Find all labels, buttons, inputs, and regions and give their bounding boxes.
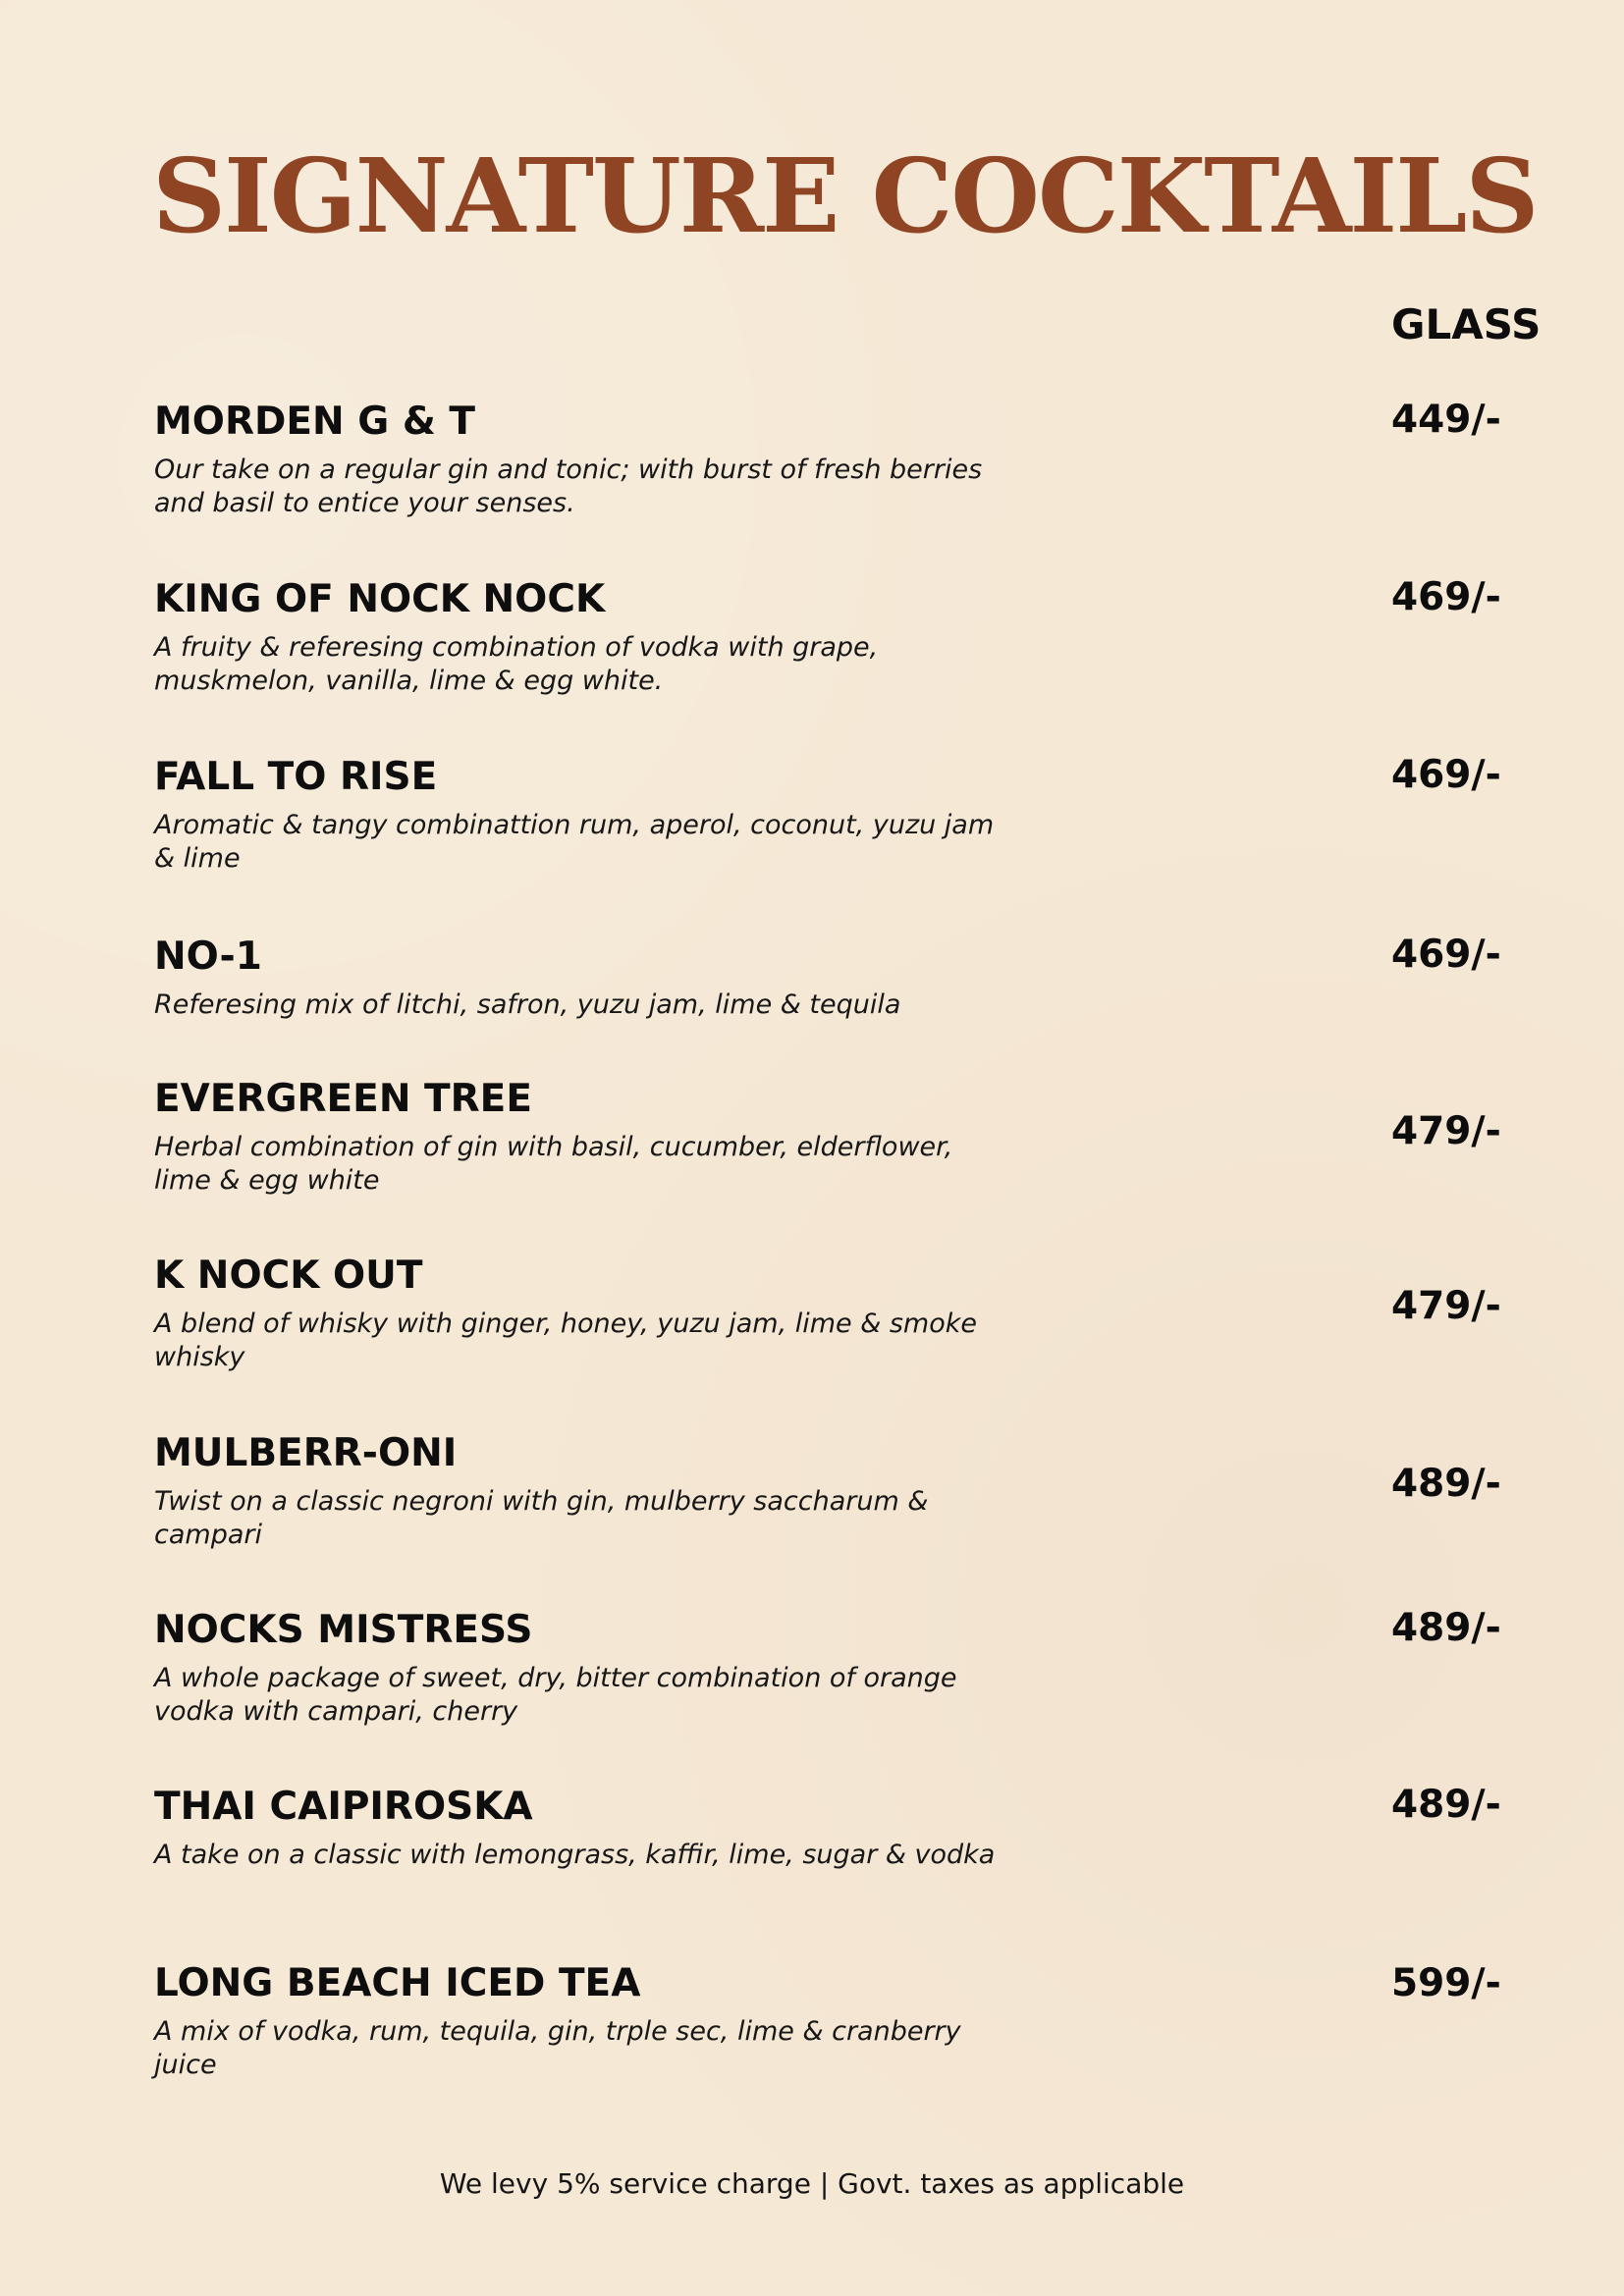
- item-name: K NOCK OUT: [154, 1254, 423, 1298]
- item-description: Herbal combination of gin with basil, cucumber, elderflower, lime & egg white: [154, 1132, 953, 1196]
- menu-item-long-beach-iced-tea: [154, 1961, 1431, 2082]
- menu-title: SIGNATURE COCKTAILS: [152, 135, 1538, 256]
- item-description: Aromatic & tangy combinattion rum, aperol, coconut, yuzu jam & lime: [154, 810, 995, 874]
- item-description: A fruity & referesing combination of vodka with grape, muskmelon, vanilla, lime & egg white.: [154, 632, 879, 696]
- item-description: A whole package of sweet, dry, bitter combination of orange vodka with campari, cherry: [154, 1663, 957, 1727]
- menu-item-k-nock-out: [154, 1256, 1431, 1374]
- item-name: EVERGREEN TREE: [154, 1077, 532, 1121]
- item-name: NO-1: [154, 934, 262, 979]
- menu-item-thai-caipiroska: [154, 1785, 1431, 1872]
- menu-item-evergreen-tree: [154, 1077, 1431, 1198]
- item-name: FALL TO RISE: [154, 755, 438, 799]
- item-price: 599/-: [1391, 1961, 1501, 2005]
- item-price: 469/-: [1391, 933, 1501, 977]
- item-description: A mix of vodka, rum, tequila, gin, trple sec, lime & cranberry juice: [154, 2016, 961, 2080]
- menu-item-no-1: [154, 934, 1431, 1022]
- item-name: KING OF NOCK NOCK: [154, 577, 606, 621]
- menu-item-nocks-mistress: [154, 1608, 1431, 1729]
- item-price: 469/-: [1391, 753, 1501, 797]
- item-price: 489/-: [1391, 1462, 1501, 1506]
- item-name: MULBERR-ONI: [154, 1431, 458, 1475]
- item-description: Referesing mix of litchi, safron, yuzu jam, lime & tequila: [154, 989, 901, 1020]
- item-price: 479/-: [1391, 1284, 1501, 1328]
- menu-item-morden-g-and-t: [154, 402, 1431, 520]
- item-price: 479/-: [1391, 1109, 1501, 1153]
- menu-item-mulberr-oni: [154, 1431, 1431, 1552]
- item-price: 489/-: [1391, 1606, 1501, 1650]
- item-name: MORDEN G & T: [154, 400, 476, 444]
- glass-column-header: GLASS: [1391, 300, 1542, 348]
- item-name: THAI CAIPIROSKA: [154, 1785, 533, 1829]
- item-name: LONG BEACH ICED TEA: [154, 1961, 641, 2005]
- item-description: A blend of whisky with ginger, honey, yuzu jam, lime & smoke whisky: [154, 1308, 978, 1372]
- menu-item-king-of-nock-nock: [154, 577, 1431, 698]
- item-description: A take on a classic with lemongrass, kaffir, lime, sugar & vodka: [154, 1840, 996, 1870]
- item-description: Our take on a regular gin and tonic; with burst of fresh berries and basil to entice your senses.: [154, 454, 983, 518]
- item-price: 489/-: [1391, 1783, 1501, 1827]
- footer-note: We levy 5% service charge | Govt. taxes as applicable: [439, 2167, 1185, 2200]
- item-price: 449/-: [1391, 398, 1501, 442]
- menu-item-fall-to-rise: [154, 755, 1431, 876]
- item-price: 469/-: [1391, 575, 1501, 619]
- item-name: NOCKS MISTRESS: [154, 1608, 533, 1652]
- item-description: Twist on a classic negroni with gin, mulberry saccharum & campari: [154, 1486, 929, 1550]
